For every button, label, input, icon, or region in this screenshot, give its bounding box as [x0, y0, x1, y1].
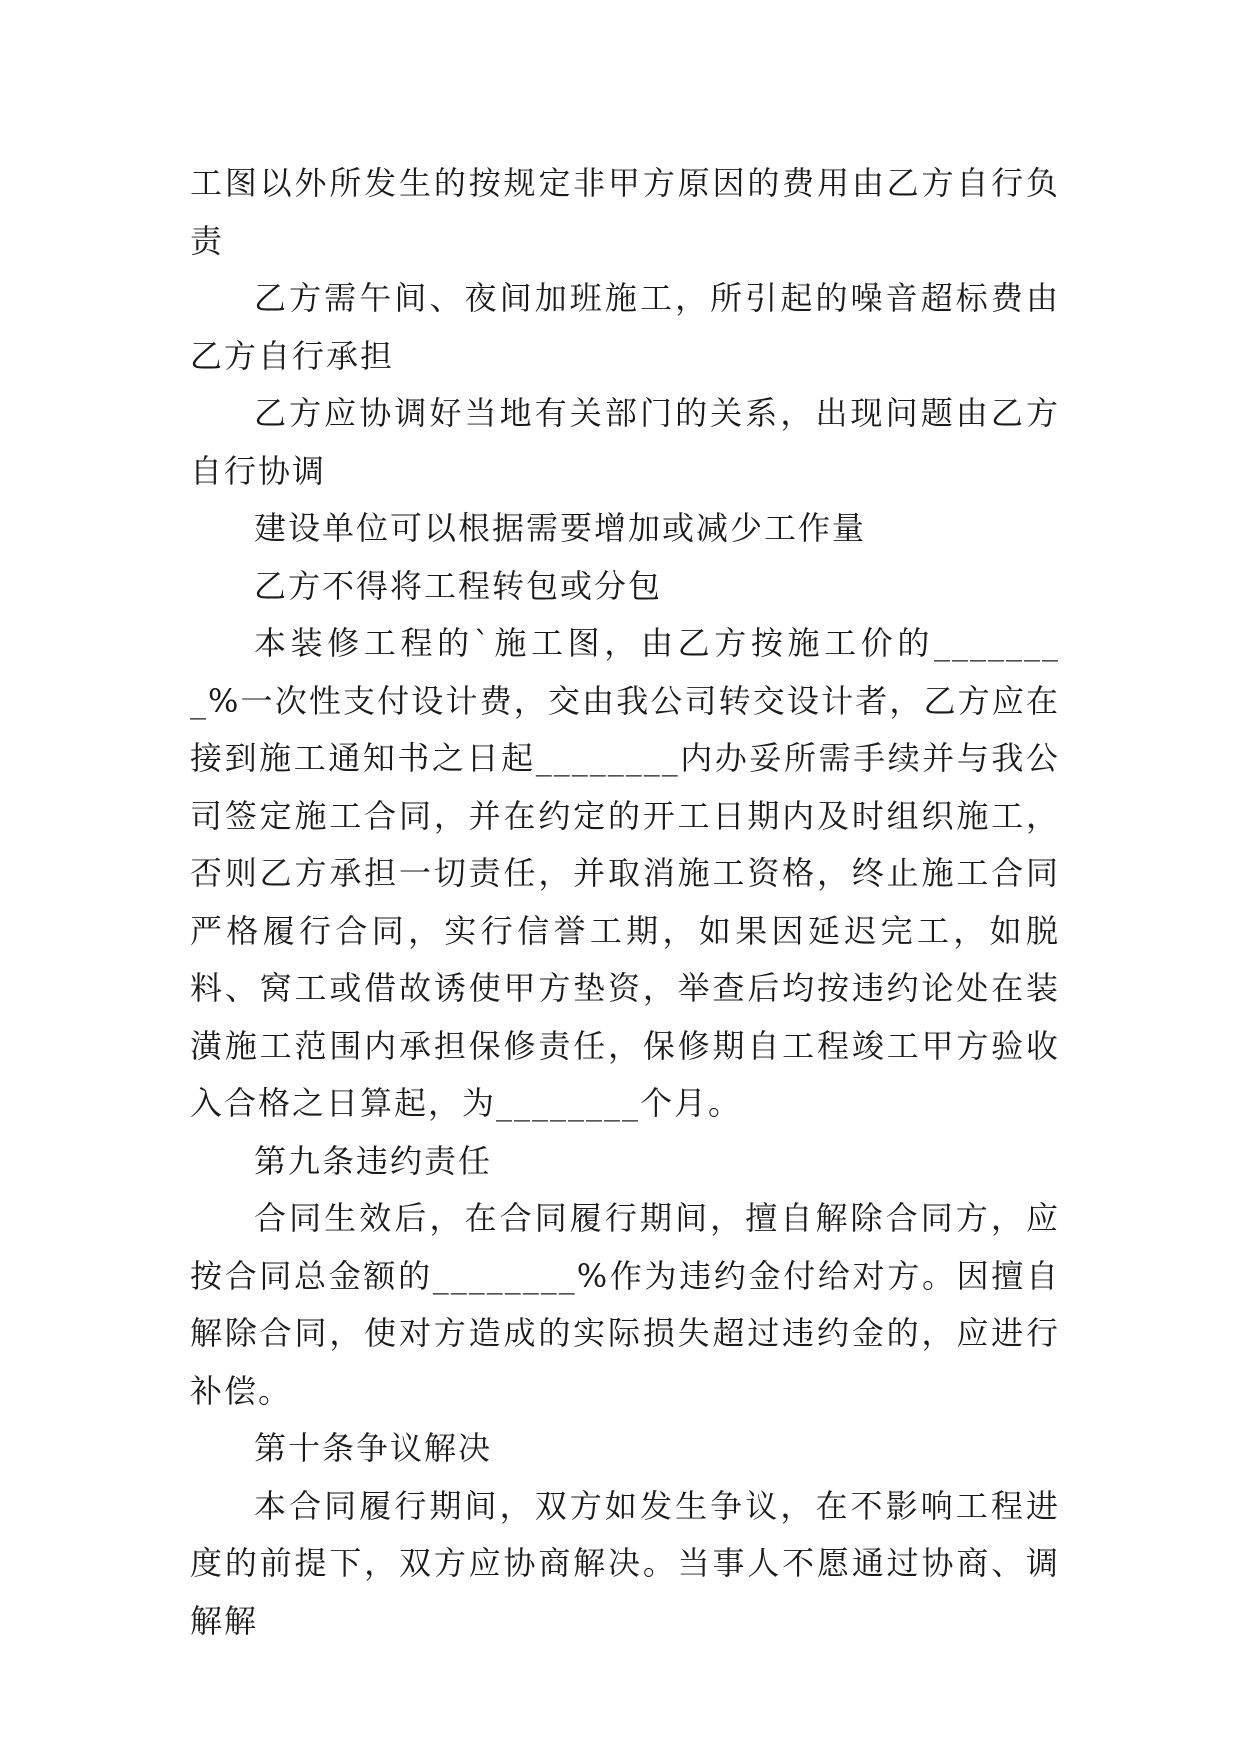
document-body — [190, 155, 1060, 1650]
section-heading: 第九条违约责任 — [254, 1141, 493, 1180]
section-heading: 第十条争议解决 — [254, 1429, 493, 1467]
paragraph: 乙方应协调好当地有关部门的关系，出现问题由乙方自行协调 — [190, 394, 1060, 490]
paragraph: 乙方需午间、夜间加班施工，所引起的噪音超标费由乙方自行承担 — [190, 279, 1060, 375]
paragraph: 本合同履行期间，双方如发生争议，在不影响工程进度的前提下，双方应协商解决。当事人不愿通过协商、调解解 — [190, 1486, 1060, 1640]
paragraph: 建设单位可以根据需要增加或减少工作量 — [254, 509, 867, 547]
paragraph: 工图以外所发生的按规定非甲方原因的费用由乙方自行负责 — [190, 164, 1060, 260]
paragraph: 合同生效后，在合同履行期间，擅自解除合同方，应按合同总金额的________%作为违约金付给对方。因擅自解除合同，使对方造成的实际损失超过违约金的，应进行补偿。 — [190, 1199, 1060, 1410]
paragraph: 乙方不得将工程转包或分包 — [254, 566, 663, 605]
paragraph: 本装修工程的`施工图，由乙方按施工价的________%一次性支付设计费，交由我公司转交设计者，乙方应在接到施工通知书之日起________内办妥所需手续并与我公司签定施工合同，并在约定的开工日期内及时组织施工，否则乙方承担一切责任，并取消施工资格，终止施工合同严格履行合同，实行信誉工期，如果因延迟完工，如脱料、窝工或借故诱使甲方垫资，举查后均按违约论处在装潢施工范围内承担保修责任，保修期自工程竣工甲方验收入合格之日算起，为________个月。 — [190, 624, 1060, 1122]
